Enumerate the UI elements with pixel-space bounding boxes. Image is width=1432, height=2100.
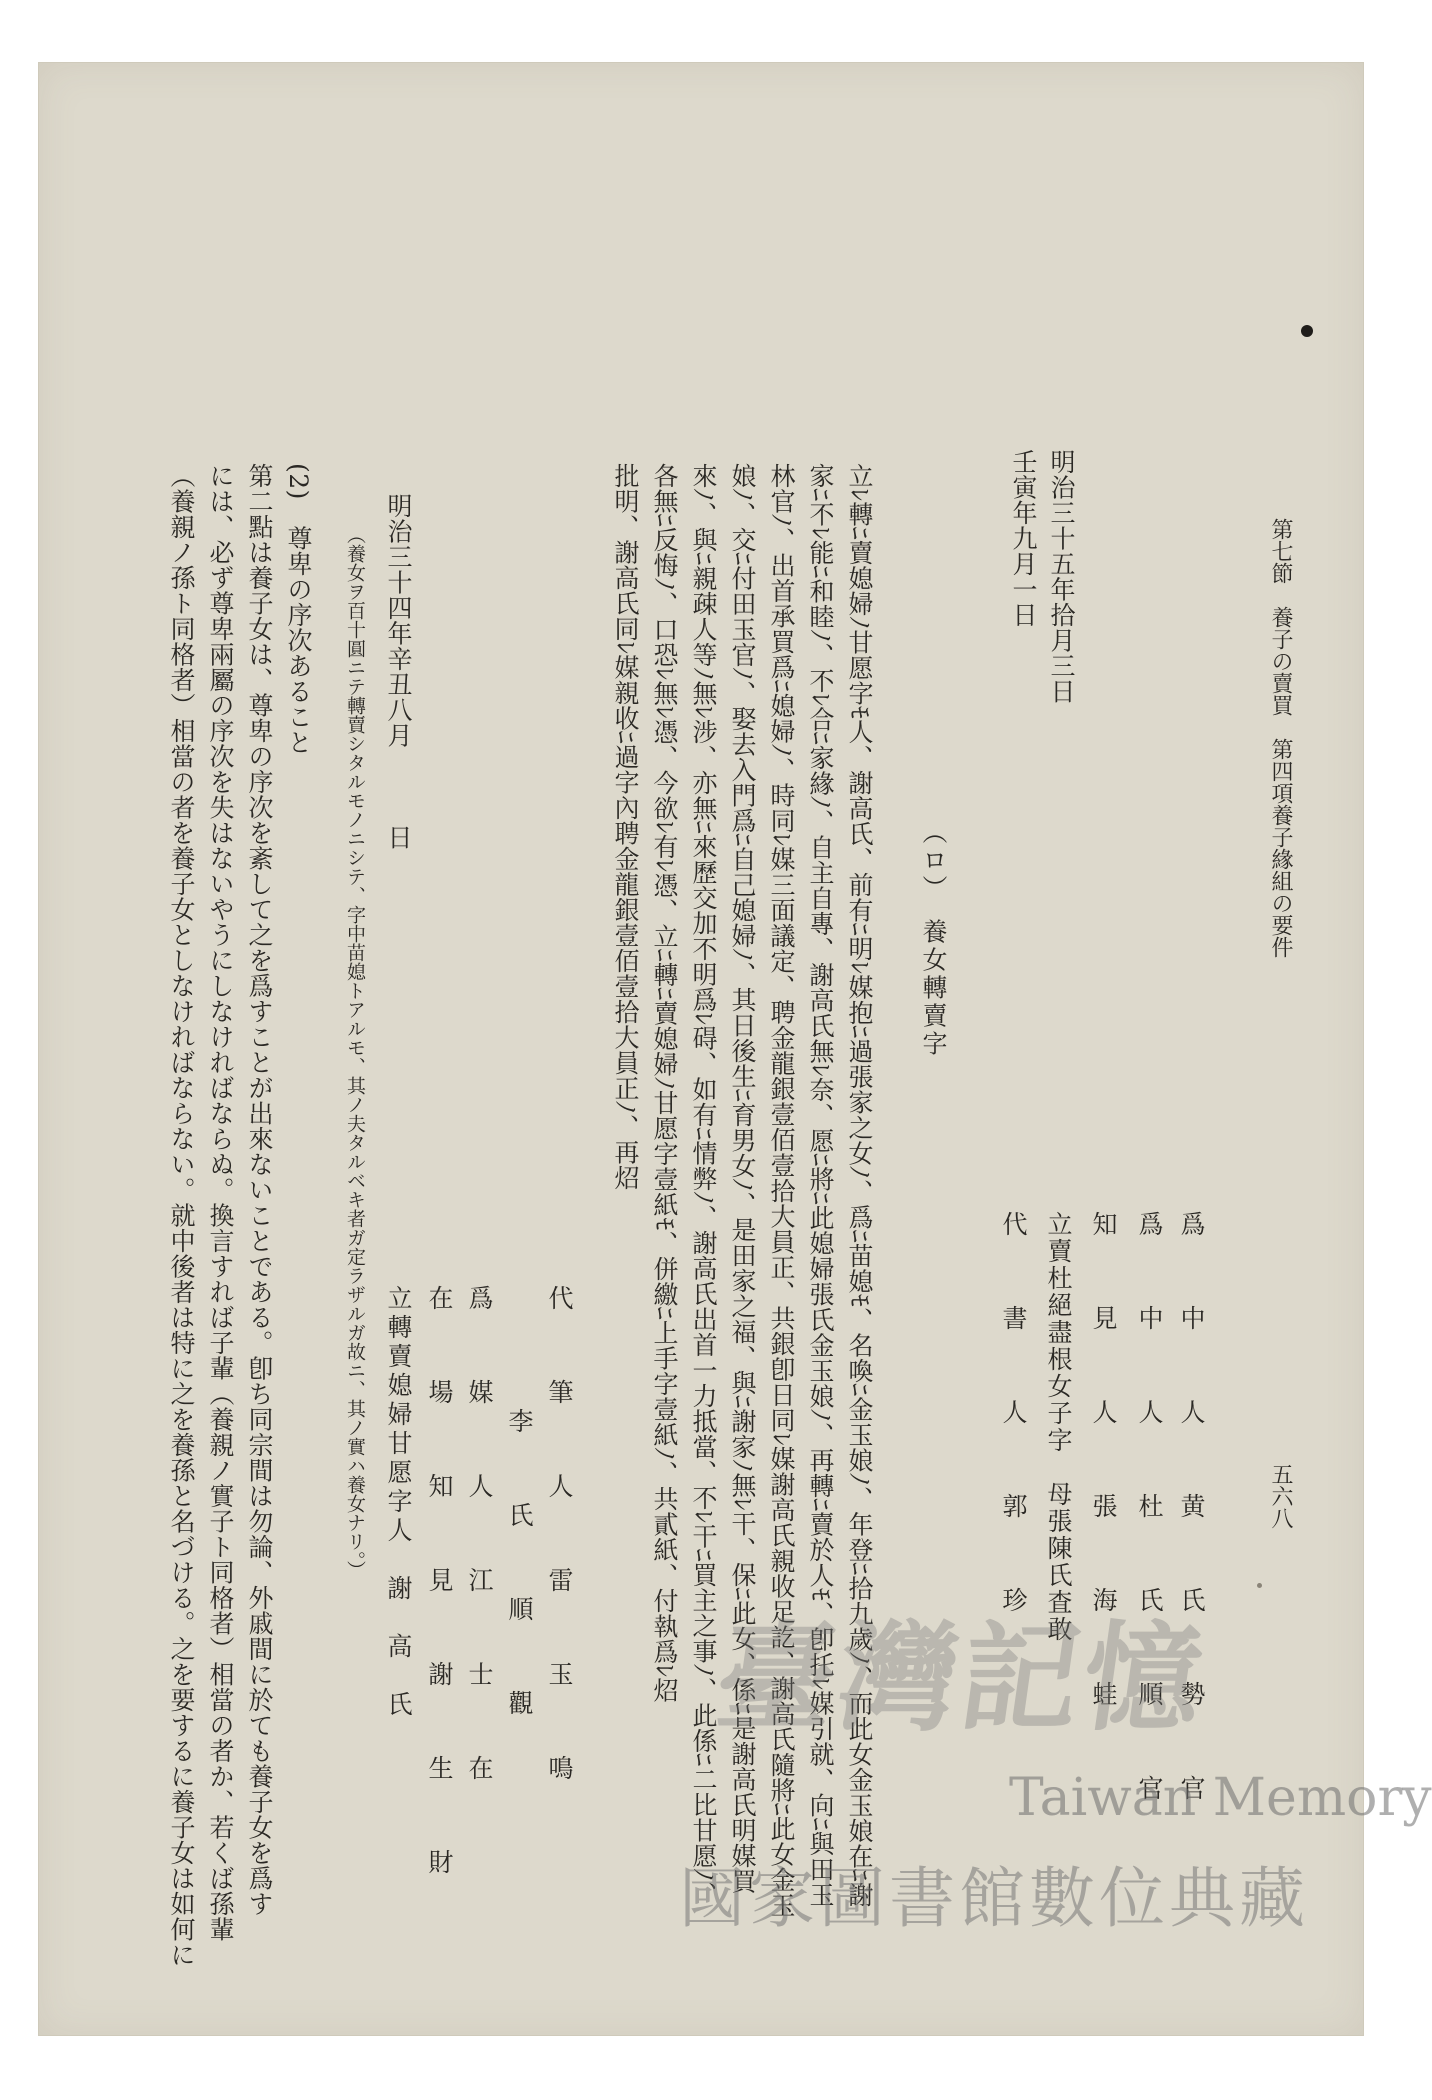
deed2-body-line: 來ﾉ、與ﾆ親疎人等ﾉ無ﾚ涉、亦無ﾆ來歷交加不明爲ﾚ碍、如有ﾆ情弊ﾉ、謝高氏出首一力抵當、不ﾚ干ﾆ買主之事ﾉ、此係ﾆ二比甘愿ﾉ、 <box>689 463 718 1908</box>
deed2-signatory: 爲 媒 人 江 士 在 <box>465 1285 494 1802</box>
deed2-signatory: 在 場 知 見 謝 生 財 <box>425 1285 454 1896</box>
ink-spot <box>1301 325 1313 337</box>
commentary-line: 第二點は養子女は、尊卑の序次を紊して之を爲すことが出來ないことである。卽ち同宗間は勿論、外戚間に於ても養子女を爲す <box>245 463 274 1917</box>
deed1-date-meiji: 明治三十五年拾月三日 <box>1047 449 1076 704</box>
deed2-body-line: 林官ﾉ、出首承買爲ﾆ媳婦ﾉ、時同ﾚ媒三面議定、聘金龍銀壹佰壹拾大員正、共銀卽日同ﾚ媒謝高氏親收足訖、謝高氏隨將ﾆ此女金玉 <box>767 463 796 1919</box>
commentary-line: （養親ノ孫ト同格者）相當の者を養子女としなければならない。就中後者は特に之を養孫と名づける。之を要するに養子女は如何に <box>167 463 196 1968</box>
running-header: 第七節 養子の賣買 第四項養子緣組の要件 <box>1268 518 1293 958</box>
deed2-seller: 立轉賣媳婦甘愿字人 謝 高 氏 <box>384 1285 413 1720</box>
deed2-signatory: 李 氏 順 觀 <box>505 1408 534 1737</box>
deed1-scribe: 代 書 人 郭 珍 <box>999 1211 1028 1634</box>
deed1-signatory: 爲 中 人 黄 氏 勢 官 <box>1177 1211 1206 1822</box>
deed2-body-line: 家ﾆ不ﾚ能ﾆ和睦ﾉ、不ﾚ合ﾆ家緣ﾉ、自主自專、謝高氏無ﾚ奈、愿ﾆ將ﾆ此媳婦張氏金玉娘ﾉ、再轉ﾆ賣於人ﾓ、卽托ﾚ媒引就、向ﾆ與田玉 <box>806 463 835 1908</box>
watermark-logo: 臺灣記憶 <box>707 1608 1216 1747</box>
watermark-english: Taiwan Memory <box>1009 1768 1432 1828</box>
deed2-body-line: 立ﾚ轉ﾆ賣媳婦ﾉ甘愿字ﾓ人、謝高氏、前有ﾆ明ﾚ媒抱ﾆ過張家之女ﾉ、爲ﾆ苗媳ﾓ、名喚ﾆ金玉娘ﾉ、年登ﾆ拾九歲ﾉ、而此女金玉娘在ﾆ謝 <box>845 463 874 1908</box>
deed2-endorsement: 批明、謝高氏同ﾚ媒親收ﾆ過字內聘金龍銀壹佰壹拾大員正ﾉ、再炤 <box>611 463 640 1191</box>
deed2-signatory: 代 筆 人 雷 玉 鳴 <box>545 1285 574 1802</box>
commentary-heading: (2) 尊卑の序次あること <box>284 463 313 755</box>
ink-dot <box>1257 1583 1262 1588</box>
deed1-signatory: 知 見 人 張 海 蛙 <box>1089 1211 1118 1728</box>
deed2-body-line: 各無ﾆ反悔ﾉ、口恐ﾚ無ﾚ憑、今欲ﾚ有ﾚ憑、立ﾆ轉ﾆ賣媳婦ﾉ甘愿字壹紙ﾓ、併繳ﾆ上手字壹紙ﾉ、共貳紙、付執爲ﾚ炤 <box>650 463 679 1704</box>
book-page <box>38 62 1432 2036</box>
section-title: （ロ） 養女轉賣字 <box>919 819 948 1059</box>
deed2-body-line: 娘ﾉ、交ﾆ付田玉官ﾉ、娶去入門爲ﾆ自己媳婦ﾉ、其日後生ﾆ育男女ﾉ、是田家之福、與ﾆ謝家ﾉ無ﾚ干、保ﾆ此女、係ﾆ是謝高氏明媒買 <box>728 463 757 1895</box>
deed1-date-lunar: 壬寅年九月一日 <box>1009 449 1038 628</box>
watermark-chinese: 國家圖書館數位典藏 <box>679 1860 1309 1937</box>
commentary-line: には、必ず尊卑兩屬の序次を失はないやうにしなければならぬ。換言すれば子輩（養親ノ實子ト同格者）相當の者か、若くば孫輩 <box>206 463 235 1942</box>
page-number: 五六八 <box>1268 1463 1293 1529</box>
deed2-note: （養女ヲ百十圓ニテ轉賣シタルモノニシテ、字中苗媳トアルモ、其ノ夫タルベキ者ガ定ラザルガ故ニ、其ノ實ハ養女ナリ。） <box>344 525 366 1580</box>
deed2-date: 明治三十四年辛丑八月 日 <box>384 493 413 850</box>
deed1-seller: 立賣杜絕盡根女子字 母張陳氏査敢 <box>1044 1211 1073 1643</box>
deed1-signatory: 爲 中 人 杜 氏 順 官 <box>1135 1211 1164 1822</box>
